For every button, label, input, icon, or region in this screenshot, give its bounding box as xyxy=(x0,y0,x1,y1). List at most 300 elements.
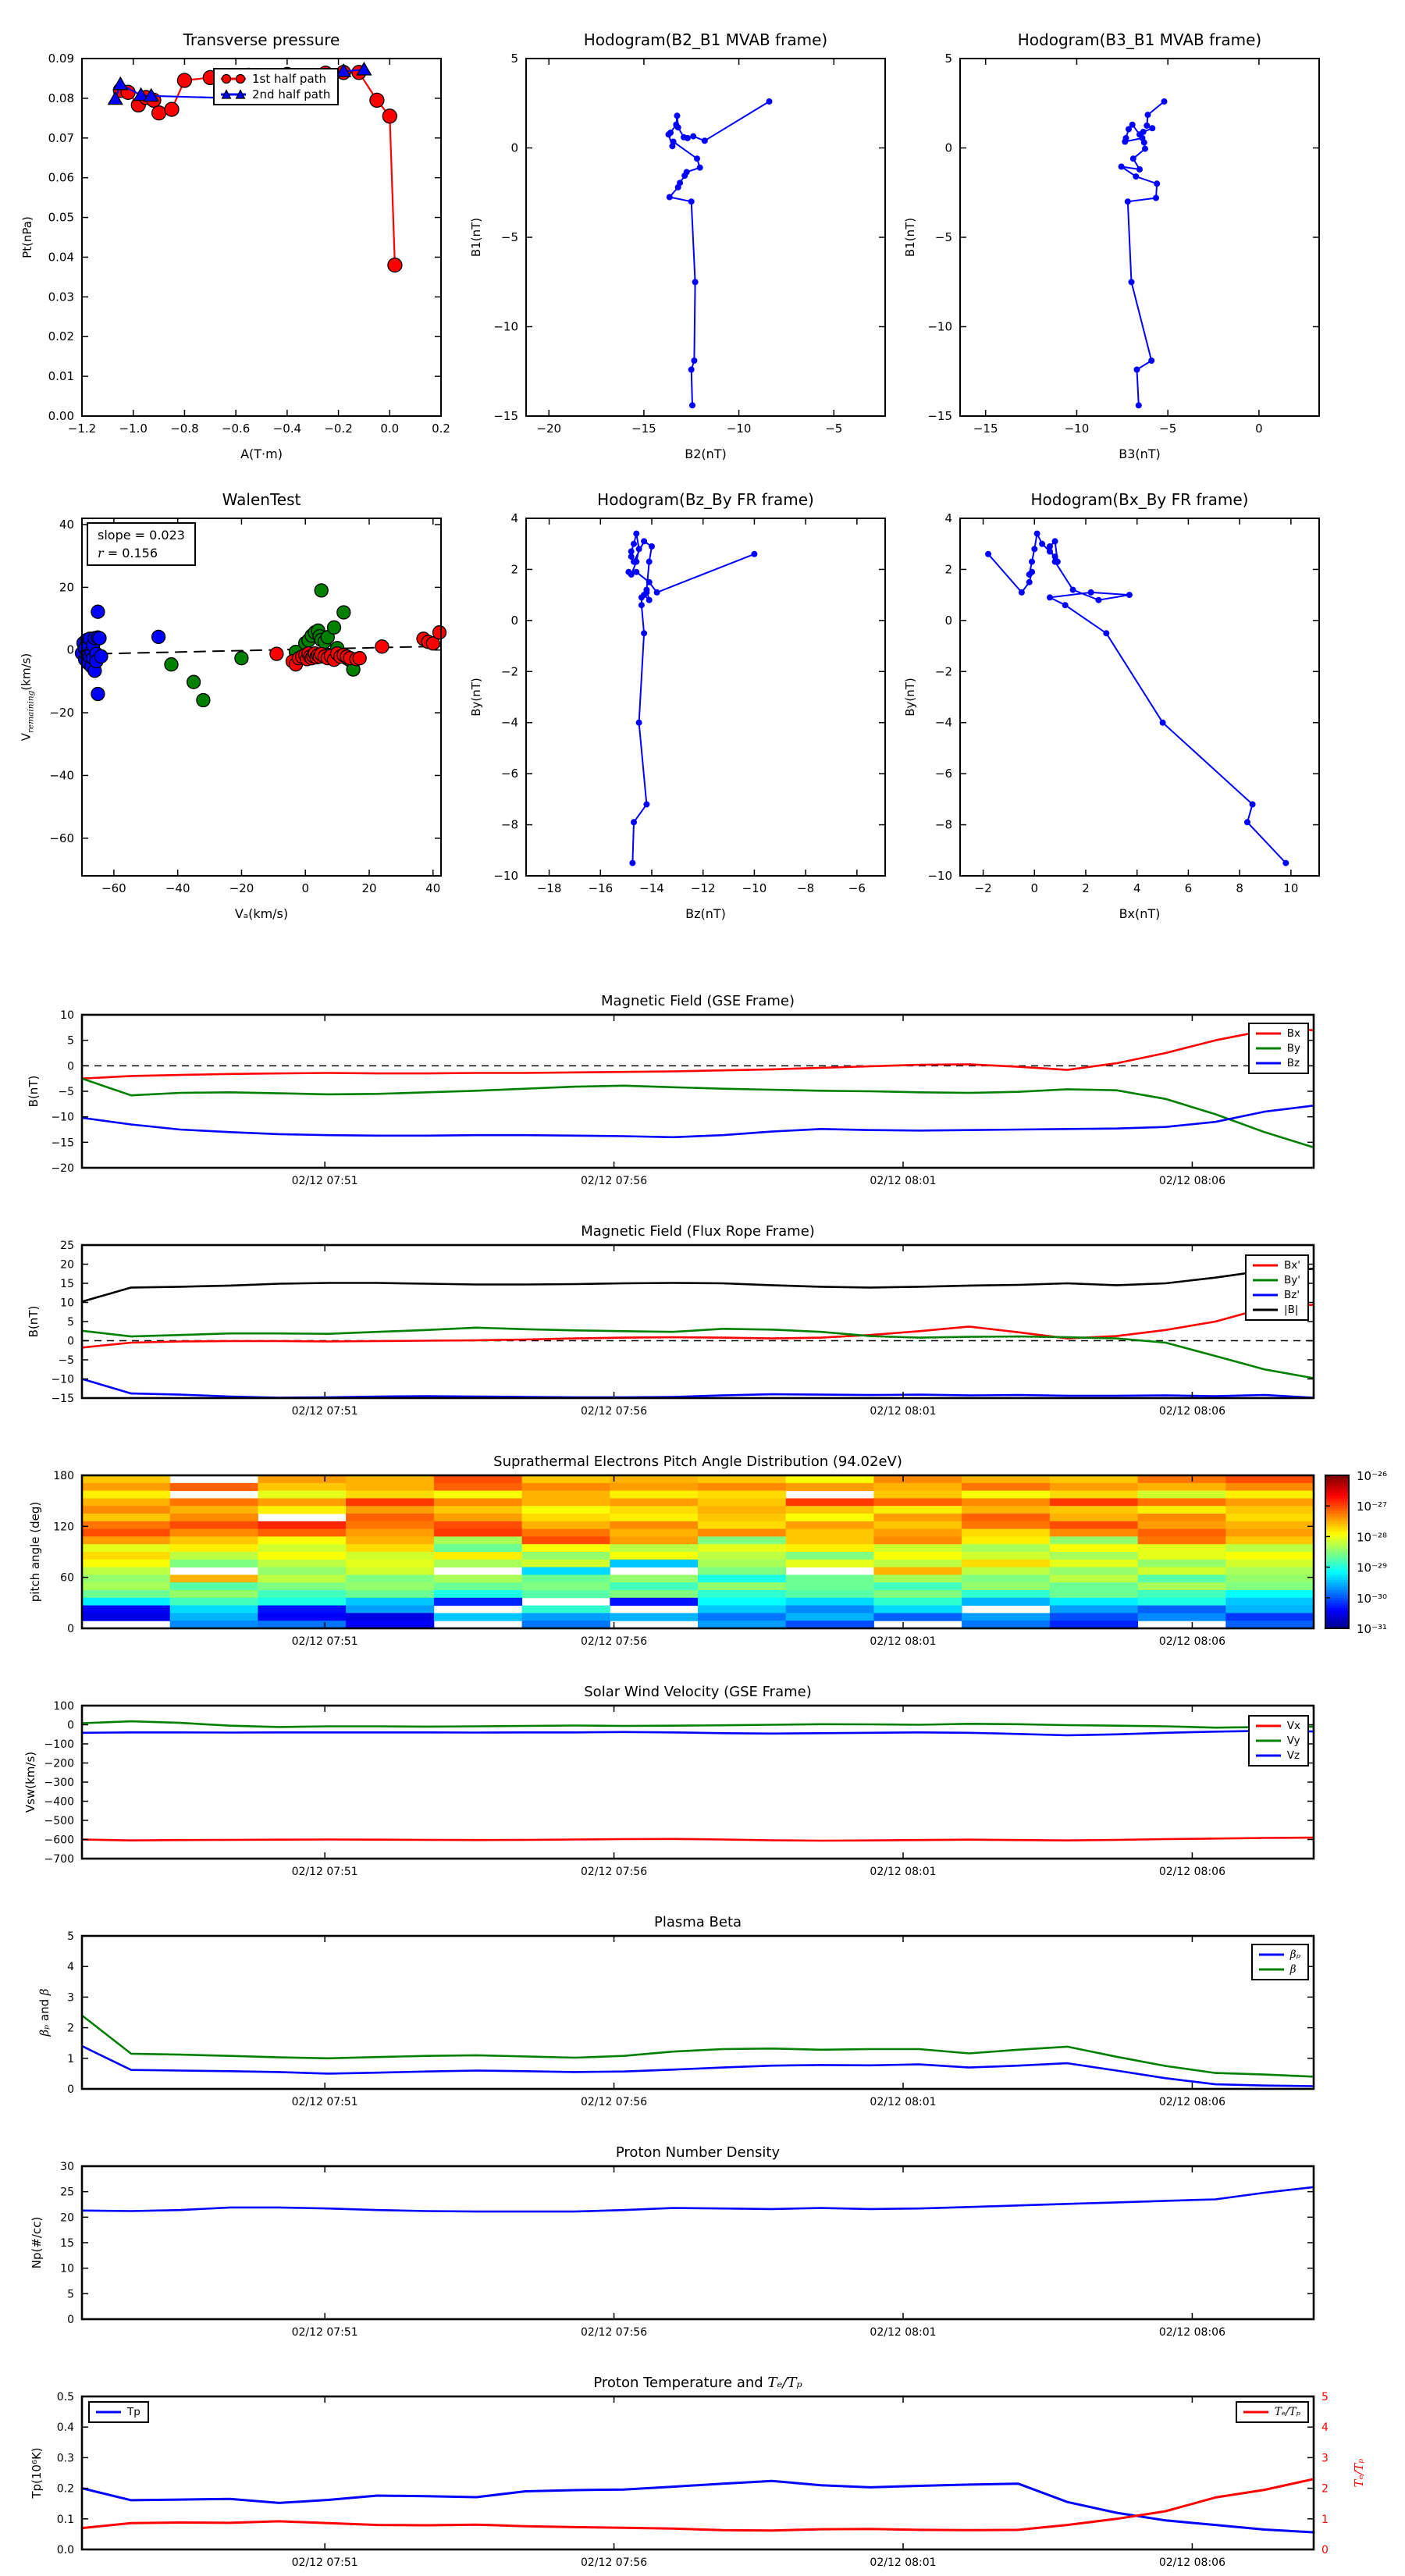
tick-marks xyxy=(82,1245,1314,1398)
svg-text:0.03: 0.03 xyxy=(48,290,74,304)
svg-text:6: 6 xyxy=(1184,881,1193,895)
axes-group xyxy=(51,1240,1314,1418)
legend-label: 2nd half path xyxy=(252,87,331,101)
svg-text:−15: −15 xyxy=(927,409,952,423)
y-axis-label: B(nT) xyxy=(27,1075,41,1108)
plot-hodogram-b2-b1 xyxy=(469,30,885,461)
slope-value: slope = 0.023 xyxy=(98,528,185,543)
heatmap-cells xyxy=(82,1475,1314,1629)
svg-text:0.0: 0.0 xyxy=(56,2544,74,2556)
axes-group xyxy=(927,52,1319,436)
y-axis-label: Tp(10⁶K) xyxy=(30,2447,44,2499)
plot-walen-test xyxy=(19,490,441,921)
panel-proton-density xyxy=(30,2144,1314,2339)
svg-text:−15: −15 xyxy=(973,422,998,436)
svg-text:0.06: 0.06 xyxy=(48,170,74,185)
svg-text:0.07: 0.07 xyxy=(48,130,74,145)
series-markers-B2-B1 path xyxy=(666,98,773,408)
series-markers-Bx-By path xyxy=(985,531,1289,866)
legend-entry xyxy=(220,88,330,101)
svg-text:−200: −200 xyxy=(44,1757,74,1770)
panel-title: Plasma Beta xyxy=(653,1914,742,1930)
series-line-Np xyxy=(82,2187,1314,2211)
legend-label: Bz xyxy=(1286,1056,1300,1069)
svg-text:0: 0 xyxy=(67,1719,74,1732)
svg-text:10: 10 xyxy=(60,1009,74,1022)
y-axis-label: B1(nT) xyxy=(903,217,917,258)
tick-marks xyxy=(82,2396,1314,2549)
svg-text:−6: −6 xyxy=(848,881,866,895)
svg-text:02/12 08:01: 02/12 08:01 xyxy=(870,1866,937,1878)
y-axis-label: Vsw(km/s) xyxy=(23,1751,37,1813)
panel-title: Proton Number Density xyxy=(615,2144,781,2161)
panel-proton-temperature xyxy=(30,2375,1366,2569)
svg-text:−15: −15 xyxy=(493,409,518,423)
legend-left xyxy=(88,2401,149,2423)
plot-axes xyxy=(44,1700,1314,1878)
svg-text:−100: −100 xyxy=(44,1738,74,1751)
tick-labels xyxy=(493,511,866,895)
svg-text:2: 2 xyxy=(944,562,952,577)
svg-text:4: 4 xyxy=(67,1961,74,1974)
svg-text:0: 0 xyxy=(510,141,518,155)
plot-hodogram-bz-by xyxy=(469,490,885,921)
svg-text:02/12 08:06: 02/12 08:06 xyxy=(1158,1866,1226,1878)
axes-frame xyxy=(82,1936,1314,2089)
svg-text:−500: −500 xyxy=(44,1815,74,1827)
svg-text:−1.0: −1.0 xyxy=(119,422,148,436)
plot-transverse-pressure xyxy=(20,30,450,461)
axes-frame xyxy=(82,1015,1314,1168)
fit-stats-box xyxy=(87,522,196,566)
tick-marks xyxy=(82,1936,1314,2089)
plot-axes xyxy=(493,52,885,436)
axes-frame xyxy=(526,518,885,876)
svg-text:5: 5 xyxy=(944,52,952,66)
legend xyxy=(1248,1715,1309,1767)
legend-label: Tp xyxy=(127,2405,140,2418)
svg-text:02/12 07:51: 02/12 07:51 xyxy=(291,2326,358,2339)
svg-text:−1.2: −1.2 xyxy=(67,422,97,436)
svg-text:0: 0 xyxy=(510,613,518,628)
axes-group xyxy=(49,518,446,895)
svg-text:−10: −10 xyxy=(493,869,518,883)
svg-text:20: 20 xyxy=(59,580,74,595)
svg-text:02/12 07:51: 02/12 07:51 xyxy=(291,2096,358,2108)
svg-text:−2: −2 xyxy=(500,664,518,679)
svg-text:−60: −60 xyxy=(49,831,74,845)
svg-text:2: 2 xyxy=(67,2022,74,2035)
legend-label: 1st half path xyxy=(252,72,327,86)
legend-sample-line xyxy=(1252,1259,1279,1272)
svg-text:2: 2 xyxy=(510,562,518,577)
svg-text:−15: −15 xyxy=(51,1393,74,1405)
svg-text:−20: −20 xyxy=(49,706,74,720)
svg-text:5: 5 xyxy=(67,1930,74,1943)
plot-axes xyxy=(51,1009,1314,1187)
svg-text:0: 0 xyxy=(67,1060,74,1073)
y-axis-label: By(nT) xyxy=(903,678,917,717)
svg-text:−40: −40 xyxy=(165,881,190,895)
legend-sample-line xyxy=(1252,1289,1279,1301)
svg-text:02/12 08:01: 02/12 08:01 xyxy=(870,2556,937,2569)
axes-frame xyxy=(82,1706,1314,1859)
svg-text:−40: −40 xyxy=(49,768,74,783)
legend-label: Bz' xyxy=(1284,1288,1300,1301)
tick-labels xyxy=(51,1009,1225,1187)
svg-text:40: 40 xyxy=(425,881,441,895)
svg-text:−4: −4 xyxy=(500,715,518,730)
svg-text:02/12 08:01: 02/12 08:01 xyxy=(870,2326,937,2339)
legend-sample-line xyxy=(1252,1304,1279,1316)
svg-text:−12: −12 xyxy=(690,881,716,895)
svg-text:02/12 07:56: 02/12 07:56 xyxy=(580,1635,648,1648)
panel-electron-pad xyxy=(28,1453,1388,1648)
axes-group xyxy=(48,52,450,436)
tick-labels xyxy=(927,52,1262,436)
tick-labels xyxy=(493,52,842,436)
svg-text:0.09: 0.09 xyxy=(48,52,74,66)
x-axis-label: Vₐ(km/s) xyxy=(234,906,289,921)
svg-text:−14: −14 xyxy=(639,881,664,895)
x-axis-label: Bx(nT) xyxy=(1119,906,1161,921)
series-line-beta xyxy=(82,2016,1314,2076)
legend-entry xyxy=(1255,1749,1300,1762)
svg-text:100: 100 xyxy=(53,1700,74,1713)
panel-title: Magnetic Field (Flux Rope Frame) xyxy=(581,1223,815,1240)
colorbar-label: 10⁻³⁰ xyxy=(1357,1591,1388,1606)
svg-text:5: 5 xyxy=(67,2288,74,2301)
svg-text:02/12 07:51: 02/12 07:51 xyxy=(291,2556,358,2569)
legend xyxy=(1248,1023,1309,1074)
svg-text:20: 20 xyxy=(361,881,377,895)
svg-text:3: 3 xyxy=(67,1991,74,2005)
svg-text:02/12 07:56: 02/12 07:56 xyxy=(580,2556,648,2569)
legend-label: βₚ xyxy=(1289,1948,1300,1961)
legend-sample-line xyxy=(1255,1749,1282,1762)
tick-labels xyxy=(67,1930,1225,2108)
tick-marks xyxy=(960,59,1319,416)
y-axis-label: B(nT) xyxy=(27,1305,41,1338)
series-markers-Bz-By path xyxy=(625,531,757,866)
tick-labels xyxy=(51,1240,1225,1418)
y-axis-label: pitch angle (deg) xyxy=(28,1501,42,1603)
svg-text:02/12 08:06: 02/12 08:06 xyxy=(1158,1175,1226,1187)
svg-text:02/12 07:56: 02/12 07:56 xyxy=(580,1405,648,1418)
svg-text:30: 30 xyxy=(60,2161,74,2173)
svg-text:−10: −10 xyxy=(51,1111,74,1124)
svg-text:10: 10 xyxy=(1283,881,1299,895)
svg-text:−0.6: −0.6 xyxy=(221,422,251,436)
legend-entry xyxy=(1255,1027,1300,1040)
y-axis-label: Np(#/cc) xyxy=(30,2216,44,2269)
legend-label: β xyxy=(1289,1962,1297,1976)
svg-text:5: 5 xyxy=(1321,2391,1329,2403)
legend-sample-line xyxy=(220,88,247,101)
tick-marks xyxy=(960,518,1319,876)
svg-text:−20: −20 xyxy=(536,422,562,436)
svg-text:02/12 07:56: 02/12 07:56 xyxy=(580,1866,648,1878)
svg-text:10: 10 xyxy=(60,2262,74,2275)
axes-frame xyxy=(82,2396,1314,2549)
svg-text:25: 25 xyxy=(60,1240,74,1252)
tick-marks xyxy=(82,1015,1314,1168)
svg-text:02/12 08:06: 02/12 08:06 xyxy=(1158,2096,1226,2108)
svg-text:0.02: 0.02 xyxy=(48,329,74,344)
svg-text:−8: −8 xyxy=(797,881,815,895)
svg-text:0.5: 0.5 xyxy=(56,2391,74,2403)
plot-title: Hodogram(B2_B1 MVAB frame) xyxy=(583,30,828,49)
svg-text:0: 0 xyxy=(67,2314,74,2326)
legend-entry xyxy=(1258,1948,1300,1961)
series-line-Bx xyxy=(82,1026,1314,1079)
svg-text:−300: −300 xyxy=(44,1777,74,1789)
svg-text:−700: −700 xyxy=(44,1853,74,1866)
svg-text:0.00: 0.00 xyxy=(48,409,74,423)
x-axis-label: B2(nT) xyxy=(685,447,727,461)
plot-axes xyxy=(60,2161,1314,2339)
svg-text:−5: −5 xyxy=(58,1354,74,1367)
svg-text:0: 0 xyxy=(944,141,952,155)
svg-text:−400: −400 xyxy=(44,1795,74,1809)
legend-entry xyxy=(1243,2406,1300,2418)
x-axis-label: A(T·m) xyxy=(240,447,283,461)
svg-text:4: 4 xyxy=(944,511,952,525)
legend-label: By' xyxy=(1284,1273,1300,1286)
y-axis-label: βₚ and β xyxy=(37,1988,52,2037)
svg-text:−10: −10 xyxy=(927,869,952,883)
svg-text:0: 0 xyxy=(301,881,309,895)
series-line-Te/Tp xyxy=(82,2479,1314,2531)
svg-text:20: 20 xyxy=(60,1258,74,1272)
series-markers-middle xyxy=(165,584,360,707)
svg-text:02/12 07:51: 02/12 07:51 xyxy=(291,1866,358,1878)
legend-sample-line xyxy=(1255,1057,1282,1069)
svg-text:40: 40 xyxy=(59,518,74,532)
correlation-value: r = 0.156 xyxy=(98,546,158,561)
svg-text:0: 0 xyxy=(1255,422,1263,436)
svg-text:−10: −10 xyxy=(1064,422,1090,436)
svg-text:0: 0 xyxy=(67,2083,74,2096)
svg-text:−16: −16 xyxy=(588,881,614,895)
series-line-Tp xyxy=(82,2481,1314,2532)
svg-text:02/12 08:06: 02/12 08:06 xyxy=(1158,2556,1226,2569)
axes-group xyxy=(44,1700,1314,1878)
svg-text:−0.8: −0.8 xyxy=(170,422,199,436)
svg-text:0.2: 0.2 xyxy=(432,422,450,436)
plot-axes xyxy=(48,52,450,436)
colorbar-label: 10⁻³¹ xyxy=(1357,1622,1388,1636)
svg-text:−6: −6 xyxy=(500,767,518,781)
svg-text:8: 8 xyxy=(1236,881,1243,895)
plot-title: Transverse pressure xyxy=(183,30,340,49)
legend-sample-line xyxy=(1255,1720,1282,1732)
svg-text:02/12 08:01: 02/12 08:01 xyxy=(870,1175,937,1187)
axes-group xyxy=(53,1470,1314,1648)
svg-text:02/12 08:01: 02/12 08:01 xyxy=(870,1405,937,1418)
svg-text:−5: −5 xyxy=(1159,422,1177,436)
axes-frame xyxy=(82,518,441,876)
axes-group xyxy=(57,2391,1329,2569)
svg-text:4: 4 xyxy=(1133,881,1141,895)
plot-axes xyxy=(53,1470,1314,1648)
plot-axes xyxy=(49,518,441,895)
svg-text:−5: −5 xyxy=(500,230,518,244)
svg-text:0: 0 xyxy=(67,1623,74,1635)
axes-frame xyxy=(526,59,885,416)
svg-text:02/12 08:01: 02/12 08:01 xyxy=(870,2096,937,2108)
svg-text:0: 0 xyxy=(1030,881,1039,895)
series-line-Bz' xyxy=(82,1379,1314,1398)
axes-frame xyxy=(82,2166,1314,2319)
svg-text:0.08: 0.08 xyxy=(48,91,74,105)
legend-right xyxy=(1236,2401,1309,2423)
colorbar xyxy=(1325,1469,1405,1636)
svg-text:5: 5 xyxy=(510,52,518,66)
panel-solar-wind-velocity xyxy=(23,1684,1314,1878)
colorbar-label: 10⁻²⁸ xyxy=(1357,1530,1388,1545)
svg-text:02/12 08:06: 02/12 08:06 xyxy=(1158,1405,1226,1418)
y-axis-label: Pt(nPa) xyxy=(20,216,34,258)
svg-text:−2: −2 xyxy=(974,881,992,895)
svg-text:−15: −15 xyxy=(51,1137,74,1150)
series-line-Bx-By path xyxy=(988,534,1286,863)
svg-text:−6: −6 xyxy=(934,767,952,781)
svg-text:−5: −5 xyxy=(58,1086,74,1098)
panel-title: Solar Wind Velocity (GSE Frame) xyxy=(584,1684,812,1700)
colorbar-label: 10⁻²⁹ xyxy=(1357,1560,1388,1575)
colorbar-label: 10⁻²⁷ xyxy=(1357,1500,1388,1514)
svg-text:0.4: 0.4 xyxy=(56,2421,74,2435)
y-axis-label: By(nT) xyxy=(469,678,483,717)
legend-label: Bx xyxy=(1286,1026,1300,1040)
svg-text:120: 120 xyxy=(53,1521,74,1534)
legend-entry xyxy=(1252,1259,1300,1272)
tick-labels xyxy=(927,511,1298,895)
svg-text:−10: −10 xyxy=(742,881,767,895)
legend-sample-line xyxy=(1243,2406,1269,2418)
tick-marks xyxy=(82,518,441,876)
plot-title: Hodogram(B3_B1 MVAB frame) xyxy=(1017,30,1262,49)
svg-text:20: 20 xyxy=(60,2211,74,2225)
svg-text:1: 1 xyxy=(1321,2513,1329,2526)
tick-labels xyxy=(49,518,440,895)
legend-label: Vx xyxy=(1286,1719,1300,1732)
legend-label: Bx' xyxy=(1284,1258,1300,1272)
series-line-B2-B1 path xyxy=(669,101,770,405)
svg-text:02/12 07:51: 02/12 07:51 xyxy=(291,1635,358,1648)
svg-text:15: 15 xyxy=(60,2237,74,2250)
plot-axes xyxy=(51,1240,1314,1418)
series-line-beta_p xyxy=(82,2046,1314,2086)
legend-entry xyxy=(1252,1289,1300,1301)
plot-axes xyxy=(493,511,885,895)
svg-text:−8: −8 xyxy=(934,817,952,832)
svg-text:02/12 07:51: 02/12 07:51 xyxy=(291,1175,358,1187)
svg-text:4: 4 xyxy=(1321,2421,1329,2435)
svg-text:−2: −2 xyxy=(934,664,952,679)
svg-text:−10: −10 xyxy=(51,1373,74,1386)
axes-group xyxy=(51,1009,1314,1187)
legend-sample-line xyxy=(1255,1735,1282,1747)
legend-sample-line xyxy=(95,2406,122,2418)
plot-axes xyxy=(67,1930,1314,2108)
svg-text:2: 2 xyxy=(1321,2482,1329,2496)
legend-sample-line xyxy=(1255,1027,1282,1040)
legend-entry xyxy=(220,73,330,86)
svg-text:0: 0 xyxy=(66,642,74,657)
legend-entry xyxy=(1252,1304,1300,1316)
tick-marks xyxy=(82,2166,1314,2319)
svg-text:0: 0 xyxy=(67,1335,74,1348)
series-markers-B3-B1 path xyxy=(1119,98,1168,408)
plot-title: Hodogram(Bz_By FR frame) xyxy=(597,490,814,509)
svg-text:−600: −600 xyxy=(44,1834,74,1847)
axes-group xyxy=(493,52,885,436)
svg-text:−4: −4 xyxy=(934,715,952,730)
legend-label: Tₑ/Tₚ xyxy=(1274,2405,1300,2418)
series-line-Vy xyxy=(82,1721,1314,1727)
legend xyxy=(1251,1944,1309,1980)
svg-text:0.3: 0.3 xyxy=(56,2452,74,2465)
svg-text:−15: −15 xyxy=(631,422,656,436)
svg-text:−10: −10 xyxy=(927,319,952,334)
plot-title: Hodogram(Bx_By FR frame) xyxy=(1030,490,1249,509)
svg-text:10: 10 xyxy=(60,1297,74,1310)
x-axis-label: Bz(nT) xyxy=(685,906,726,921)
axes-frame xyxy=(960,518,1319,876)
legend-entry xyxy=(1255,1042,1300,1055)
svg-text:2: 2 xyxy=(1082,881,1090,895)
plot-hodogram-bx-by xyxy=(903,490,1319,921)
legend-entry xyxy=(1255,1057,1300,1069)
svg-text:0: 0 xyxy=(1321,2544,1329,2556)
svg-text:1: 1 xyxy=(67,2052,74,2065)
svg-text:0.2: 0.2 xyxy=(56,2482,74,2496)
legend-sample-line xyxy=(1258,1963,1285,1976)
legend-label: |B| xyxy=(1284,1303,1299,1316)
svg-text:02/12 08:06: 02/12 08:06 xyxy=(1158,2326,1226,2339)
legend-entry xyxy=(1255,1720,1300,1732)
svg-text:0.04: 0.04 xyxy=(48,250,74,265)
series-line-Bz xyxy=(82,1105,1314,1137)
colorbar-label: 10⁻²⁶ xyxy=(1357,1469,1388,1483)
svg-text:02/12 07:56: 02/12 07:56 xyxy=(580,2096,648,2108)
plot-axes xyxy=(927,511,1319,895)
svg-text:5: 5 xyxy=(67,1034,74,1048)
panel-title: Suprathermal Electrons Pitch Angle Distribution (94.02eV) xyxy=(493,1453,902,1470)
svg-text:5: 5 xyxy=(67,1316,74,1329)
axes-frame xyxy=(82,1245,1314,1398)
svg-text:−60: −60 xyxy=(101,881,126,895)
legend-sample-line xyxy=(1252,1274,1279,1286)
axes-group xyxy=(493,511,885,895)
svg-text:−10: −10 xyxy=(493,319,518,334)
axes-group xyxy=(60,2161,1314,2339)
legend-sample-line xyxy=(1255,1042,1282,1055)
svg-text:−5: −5 xyxy=(825,422,843,436)
plot-hodogram-b3-b1 xyxy=(903,30,1319,461)
svg-text:180: 180 xyxy=(53,1470,74,1482)
x-axis-label: B3(nT) xyxy=(1119,447,1161,461)
legend xyxy=(1245,1254,1309,1321)
legend-entry xyxy=(95,2406,140,2418)
svg-text:0: 0 xyxy=(944,613,952,628)
svg-text:0.1: 0.1 xyxy=(56,2513,74,2526)
panel-mag-gse xyxy=(27,993,1314,1187)
svg-text:02/12 08:01: 02/12 08:01 xyxy=(870,1635,937,1648)
series-line-Vz xyxy=(82,1731,1314,1735)
